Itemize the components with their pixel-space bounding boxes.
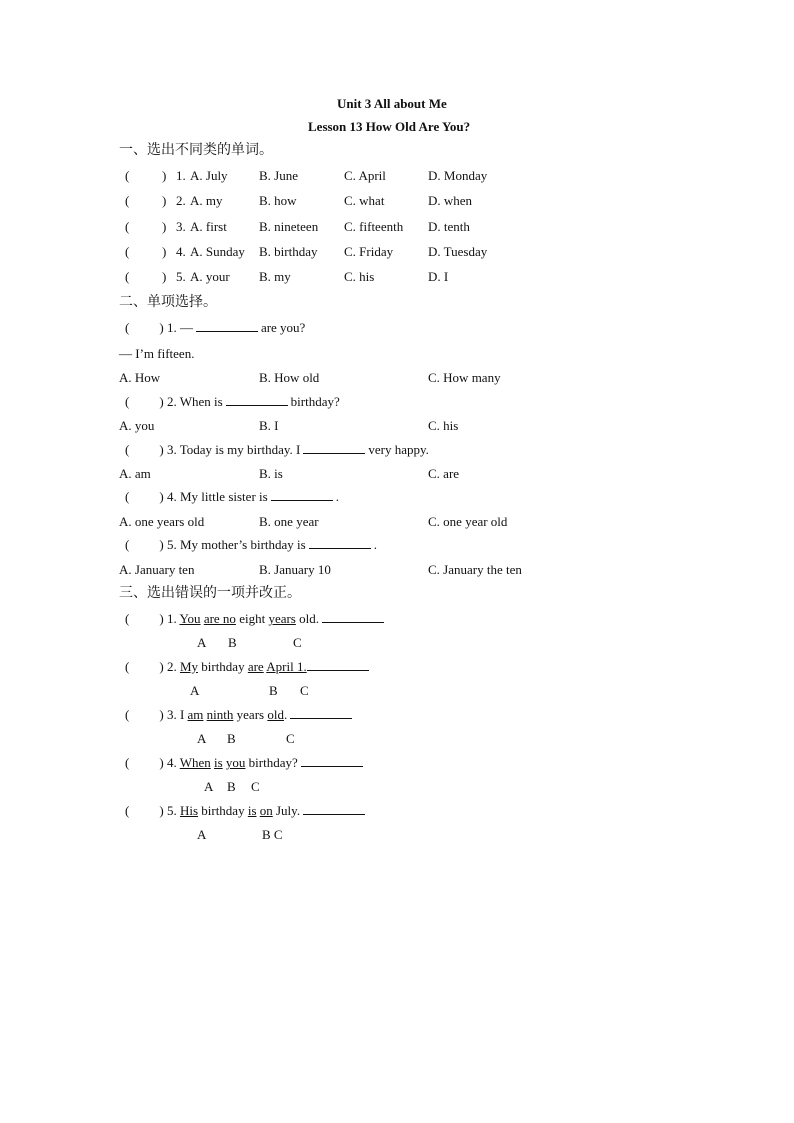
option-c: C. are xyxy=(428,466,460,481)
question-text: 2. When is xyxy=(166,394,223,409)
underlined-word-c: old xyxy=(267,707,284,722)
option-c: C. April xyxy=(344,168,386,183)
correction-blank[interactable] xyxy=(322,611,384,623)
option-a: A. Sunday xyxy=(190,244,245,259)
paren-open: ( xyxy=(125,244,130,259)
option-d: D. Monday xyxy=(428,168,488,183)
paren-open: ( xyxy=(125,707,130,722)
paren-close: ) xyxy=(159,803,164,818)
option-c: C. his xyxy=(428,418,459,433)
section-3-q4 xyxy=(125,755,366,771)
option-a: A. your xyxy=(190,269,230,284)
option-c: C. his xyxy=(344,269,375,284)
letter-b: B xyxy=(227,779,236,794)
option-c: C. fifteenth xyxy=(344,219,404,234)
paren-close: ) xyxy=(162,168,167,183)
word: birthday xyxy=(201,803,245,818)
correction-blank[interactable] xyxy=(307,659,369,671)
word: birthday xyxy=(201,659,245,674)
paren-open: ( xyxy=(125,269,130,284)
answer-blank[interactable] xyxy=(196,320,258,332)
item-number: 2. xyxy=(166,659,177,674)
option-c: C. Friday xyxy=(344,244,394,259)
paren-close: ) xyxy=(159,755,164,770)
option-a: A. my xyxy=(190,193,223,208)
answer-blank[interactable] xyxy=(271,489,333,501)
letter-bc: B C xyxy=(262,827,283,842)
underlined-word-c: years xyxy=(268,611,296,626)
paren-close: ) xyxy=(159,659,164,674)
word: eight xyxy=(239,611,266,626)
paren-open: ( xyxy=(125,489,130,504)
option-a: A. January ten xyxy=(119,562,195,577)
option-b: B. How old xyxy=(259,370,320,385)
letter-b: B xyxy=(269,683,278,698)
question-text-end: are you? xyxy=(260,320,306,335)
paren-close: ) xyxy=(159,537,164,552)
section-2-heading: 二、单项选择。 xyxy=(119,294,217,310)
underlined-word-a: am xyxy=(187,707,204,722)
underlined-word-a: His xyxy=(179,803,198,818)
question-text: 4. My little sister is xyxy=(166,489,268,504)
word: . xyxy=(283,707,288,722)
correction-blank[interactable] xyxy=(290,707,352,719)
word: birthday? xyxy=(248,755,298,770)
underlined-word-b: are no xyxy=(203,611,236,626)
question-text-end: . xyxy=(373,537,377,552)
answer-blank[interactable] xyxy=(226,394,288,406)
option-c: C. one year old xyxy=(428,514,508,529)
letter-b: B xyxy=(228,635,237,650)
question-text: 3. Today is my birthday. I xyxy=(166,442,301,457)
paren-open: ( xyxy=(125,219,130,234)
option-b: B. birthday xyxy=(259,244,318,259)
option-b: B. is xyxy=(259,466,283,481)
underlined-word-c: you xyxy=(225,755,246,770)
question-text-end: . xyxy=(335,489,339,504)
section-3-q3 xyxy=(125,707,355,723)
word: July. xyxy=(276,803,301,818)
section-2-q5 xyxy=(125,537,377,553)
paren-close: ) xyxy=(162,269,167,284)
paren-open: ( xyxy=(125,611,130,626)
section-3-q5 xyxy=(125,803,368,819)
letter-a: A xyxy=(197,635,207,650)
option-d: D. Tuesday xyxy=(428,244,488,259)
section-3-heading: 三、选出错误的一项并改正。 xyxy=(119,585,301,601)
letter-a: A xyxy=(197,827,207,842)
item-number: 5. xyxy=(176,269,186,284)
item-number: 4. xyxy=(166,755,177,770)
paren-close: ) xyxy=(159,442,164,457)
paren-close: ) xyxy=(159,394,164,409)
option-a: A. one years old xyxy=(119,514,205,529)
option-b: B. one year xyxy=(259,514,319,529)
underlined-word-a: When xyxy=(179,755,211,770)
paren-open: ( xyxy=(125,193,130,208)
answer-blank[interactable] xyxy=(303,442,365,454)
paren-open: ( xyxy=(125,755,130,770)
section-2-q1 xyxy=(125,320,305,336)
paren-close: ) xyxy=(159,611,164,626)
underlined-word-a: You xyxy=(179,611,201,626)
item-number: 4. xyxy=(176,244,186,259)
word: I xyxy=(179,707,185,722)
underlined-word-b: is xyxy=(214,755,223,770)
underlined-word-a: My xyxy=(179,659,198,674)
word: old. xyxy=(299,611,319,626)
correction-blank[interactable] xyxy=(301,755,363,767)
option-a: A. How xyxy=(119,370,161,385)
underlined-word-b: ninth xyxy=(206,707,234,722)
section-1-heading: 一、选出不同类的单词。 xyxy=(119,142,273,158)
paren-close: ) xyxy=(159,707,164,722)
paren-open: ( xyxy=(125,168,130,183)
section-3-q1 xyxy=(125,611,387,627)
underlined-word-c: April 1. xyxy=(266,659,307,674)
item-number: 5. xyxy=(166,803,177,818)
item-number: 3. xyxy=(176,219,186,234)
option-a: A. July xyxy=(190,168,228,183)
paren-open: ( xyxy=(125,320,130,335)
letter-c: C xyxy=(300,683,309,698)
letter-c: C xyxy=(251,779,260,794)
paren-open: ( xyxy=(125,537,130,552)
paren-open: ( xyxy=(125,803,130,818)
option-d: D. tenth xyxy=(428,219,470,234)
option-b: B. how xyxy=(259,193,297,208)
question-text: 1. — xyxy=(166,320,193,335)
paren-close: ) xyxy=(162,244,167,259)
paren-close: ) xyxy=(162,219,167,234)
option-b: B. I xyxy=(259,418,279,433)
letter-a: A xyxy=(190,683,200,698)
answer-blank[interactable] xyxy=(309,537,371,549)
paren-close: ) xyxy=(162,193,167,208)
letter-c: C xyxy=(286,731,295,746)
underlined-word-b: are xyxy=(247,659,264,674)
paren-open: ( xyxy=(125,442,130,457)
option-a: A. you xyxy=(119,418,155,433)
question-text-end: birthday? xyxy=(290,394,340,409)
unit-title: Unit 3 All about Me xyxy=(337,96,447,111)
section-2-q2 xyxy=(125,394,340,410)
item-number: 2. xyxy=(176,193,186,208)
letter-a: A xyxy=(204,779,214,794)
underlined-word-c: on xyxy=(259,803,273,818)
option-c: C. January the ten xyxy=(428,562,522,577)
item-number: 3. xyxy=(166,707,177,722)
item-number: 1. xyxy=(166,611,177,626)
option-a: A. first xyxy=(190,219,227,234)
option-d: D. when xyxy=(428,193,473,208)
letter-b: B xyxy=(227,731,236,746)
option-c: C. How many xyxy=(428,370,501,385)
section-2-q4 xyxy=(125,489,339,505)
item-number: 1. xyxy=(176,168,186,183)
option-d: D. I xyxy=(428,269,449,284)
underlined-word-b: is xyxy=(247,803,257,818)
lesson-title: Lesson 13 How Old Are You? xyxy=(308,119,471,134)
option-b: B. nineteen xyxy=(259,219,319,234)
dialogue-reply: — I’m fifteen. xyxy=(119,346,195,361)
correction-blank[interactable] xyxy=(303,803,365,815)
option-c: C. what xyxy=(344,193,385,208)
option-a: A. am xyxy=(119,466,151,481)
question-text-end: very happy. xyxy=(368,442,429,457)
section-2-q3 xyxy=(125,442,429,458)
paren-open: ( xyxy=(125,659,130,674)
question-text: 5. My mother’s birthday is xyxy=(166,537,306,552)
paren-close: ) xyxy=(159,320,164,335)
option-b: B. my xyxy=(259,269,291,284)
word: years xyxy=(236,707,265,722)
option-b: B. June xyxy=(259,168,298,183)
section-3-q2 xyxy=(125,659,372,675)
paren-open: ( xyxy=(125,394,130,409)
option-b: B. January 10 xyxy=(259,562,331,577)
letter-a: A xyxy=(197,731,207,746)
letter-c: C xyxy=(293,635,302,650)
paren-close: ) xyxy=(159,489,164,504)
